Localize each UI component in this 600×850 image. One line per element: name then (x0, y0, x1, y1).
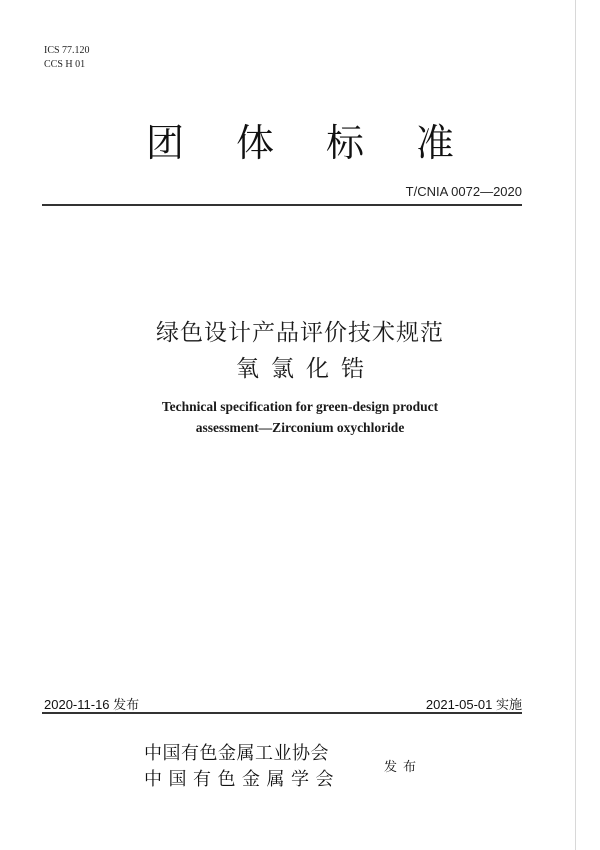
ccs-code: CCS H 01 (44, 59, 86, 70)
document-type-heading: 团体标准 (145, 121, 506, 165)
bottom-divider (42, 712, 522, 714)
title-zh-line1: 绿色设计产品评价技术规范 (156, 320, 444, 346)
standard-number: T/CNIA 0072—2020 (405, 184, 522, 199)
classification-codes (44, 44, 90, 72)
publisher-org1: 中国有色金属工业协会 (144, 743, 329, 764)
ics-code: ICS 77.120 (44, 45, 90, 56)
title-zh-line2: 氧氯化锆 (236, 356, 376, 382)
implementation-date: 2021-05-01 实施 (425, 697, 522, 712)
title-en-line1: Technical specification for green-design product (161, 399, 439, 414)
issue-date: 2020-11-16 发布 (44, 697, 140, 712)
publisher-org2: 中国有色金属学会 (144, 769, 340, 790)
top-divider (42, 204, 522, 206)
title-en-line2: assessment—Zirconium oxychloride (195, 420, 405, 435)
publish-label: 发布 (384, 760, 423, 775)
